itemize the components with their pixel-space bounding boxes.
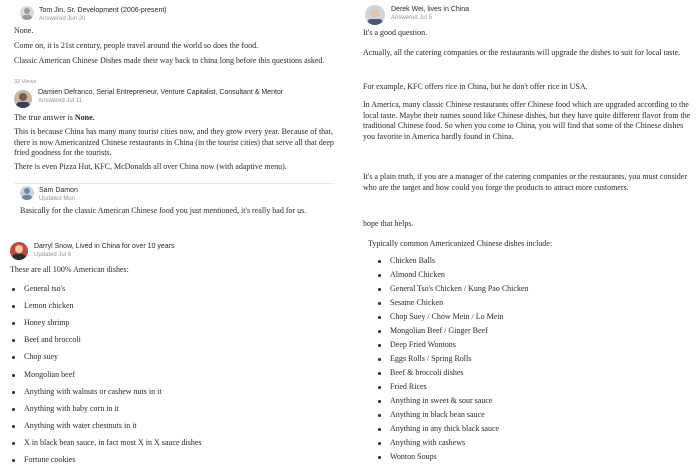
answer-date[interactable]: Updated Jul 6 [34, 252, 72, 258]
bullet [378, 456, 381, 459]
bullet [378, 400, 381, 403]
bullet [378, 344, 381, 347]
comment-date[interactable]: Updated Mon [39, 196, 76, 202]
comment-author[interactable]: Sam Damon [39, 187, 78, 194]
bullet [378, 428, 381, 431]
list-item-text: General Tso's Chicken / Kung Pao Chicken [390, 284, 529, 293]
list-item [378, 382, 698, 396]
author-name[interactable]: Damien Defranco, Serial Entrepreneur, Venture Capitalist, Consultant & Mentor [38, 89, 284, 96]
list-item [12, 455, 332, 470]
list-item [378, 368, 698, 382]
bullet [12, 339, 15, 342]
user-icon [20, 186, 34, 200]
list-item [378, 396, 698, 410]
answer-date[interactable]: Answered Jul 5 [391, 15, 433, 21]
list-item [378, 438, 698, 452]
list-item [378, 452, 698, 466]
answer-paragraph: This is because China has many many tourist cities now, and they grow every year. Because of that, there is now Americanized Chinese restaurants in China (in the tourist cities) that serve all that deep fried goodness for the tourists. [14, 127, 334, 157]
list-item [378, 326, 698, 340]
answer-paragraph: Actually, all the catering companies or the restaurants will upgrade the dishes to suit for local taste. [363, 48, 681, 57]
avatar[interactable] [365, 5, 385, 25]
list-item-text: Anything with water chestnuts in it [24, 420, 137, 430]
answer-paragraph: It's a plain truth, if you are a manager of the catering companies or the restaurants, you must consider who are the target and how could you forge the products to attract more customers. [363, 172, 687, 192]
list-item-text: Fried Rices [390, 382, 427, 391]
list-item-text: Anything in sweet & sour sauce [390, 396, 493, 405]
list-item-text: Sesame Chicken [390, 298, 444, 307]
list-item-text: Anything with cashews [390, 438, 466, 447]
list-item [378, 256, 698, 270]
bullet [12, 425, 15, 428]
comment-text: Basically for the classic American Chinese food you just mentioned, it's really bad for us. [20, 206, 307, 215]
list-item [12, 352, 332, 369]
list-intro: These are all 100% American dishes: [10, 265, 129, 274]
author-name[interactable]: Tom Jin, Sr. Development (2006-present) [39, 7, 167, 14]
list-item [12, 438, 332, 455]
list-item-text: Deep Fried Wontons [390, 340, 456, 349]
avatar[interactable] [10, 242, 28, 260]
user-icon [14, 90, 32, 108]
bullet [378, 414, 381, 417]
list-item-text: Almond Chicken [390, 270, 445, 279]
list-item-text: Beef and broccoli [24, 335, 81, 345]
bullet [378, 330, 381, 333]
avatar[interactable] [20, 186, 34, 200]
lead-text: The true answer is [14, 113, 75, 122]
list-item-text: Chicken Balls [390, 256, 436, 265]
user-icon [20, 6, 34, 20]
list-item [378, 298, 698, 312]
bullet [378, 316, 381, 319]
list-item [12, 301, 332, 318]
bullet [12, 442, 15, 445]
list-item-text: Mongolian beef [24, 369, 75, 379]
list-item [12, 421, 332, 438]
list-item [12, 318, 332, 335]
user-icon [365, 5, 385, 25]
bullet [12, 408, 15, 411]
list-item-text: Anything with walnuts or cashew nuts in it [24, 386, 162, 396]
list-item-text: General tso's [24, 284, 66, 293]
list-item [12, 335, 332, 352]
bullet [12, 459, 15, 462]
bullet [378, 302, 381, 305]
list-item [378, 312, 698, 326]
bullet [378, 358, 381, 361]
list-item-text: Anything in any thick black sauce [390, 424, 500, 433]
list-item [378, 284, 698, 298]
list-intro: Typically common Americanized Chinese dishes include: [368, 239, 553, 248]
bullet [378, 386, 381, 389]
bullet [12, 356, 15, 359]
comment-separator [14, 183, 334, 184]
answer-paragraph: It's a good question. [363, 28, 428, 37]
list-item-text: Lemon chicken [24, 301, 74, 311]
answer-paragraph: Classic American Chinese Dishes made their way back to china long before this questions asked. [14, 56, 325, 65]
list-item-text: Anything in black bean sauce [390, 410, 485, 419]
list-item [12, 404, 332, 421]
author-name[interactable]: Derek Wei, lives in China [391, 6, 470, 13]
list-item [12, 284, 332, 301]
view-count: 32 Views [14, 79, 37, 85]
answer-paragraph: Come on, it is 21st century, people travel around the world so does the food. [14, 41, 259, 50]
answer-lead [14, 113, 334, 124]
list-item-text: Wonton Soups [390, 452, 437, 461]
list-item-text: X in black bean sauce, in fact most X in X sauce dishes [24, 437, 202, 447]
bullet [378, 442, 381, 445]
answer-paragraph: For example, KFC offers rice in China, but he don't offer rice in USA. [363, 82, 588, 91]
list-item [378, 340, 698, 354]
answer-paragraph: There is even Pizza Hut, KFC, McDonalds all over China now (with adaptive menu). [14, 162, 287, 171]
list-item [12, 370, 332, 387]
list-item [378, 424, 698, 438]
answer-paragraph: None. [14, 26, 34, 35]
answer-date[interactable]: Answered Jul 11 [38, 98, 82, 104]
bullet [378, 260, 381, 263]
bullet [378, 372, 381, 375]
bullet [378, 288, 381, 291]
avatar[interactable] [14, 90, 32, 108]
avatar[interactable] [20, 6, 34, 20]
list-item [378, 410, 698, 424]
bullet [378, 274, 381, 277]
list-item [378, 270, 698, 284]
list-item-text: Chop Suey / Chow Mein / Lo Mein [390, 312, 504, 321]
bullet [12, 305, 15, 308]
lead-bold-text: None. [74, 113, 95, 122]
list-item-text: Honey shrimp [24, 318, 70, 328]
user-icon [10, 242, 28, 260]
list-item-text: Anything with baby corn in it [24, 403, 119, 413]
answer-paragraph: hope that helps. [363, 219, 414, 228]
list-item [12, 387, 332, 404]
list-item-text: Eggs Rolls / Spring Rolls [390, 354, 472, 363]
list-item [378, 354, 698, 368]
bullet [12, 288, 15, 291]
author-name[interactable]: Darryl Snow, Lived in China for over 10 years [34, 243, 175, 250]
bullet [12, 374, 15, 377]
answer-date[interactable]: Answered Jun 20 [39, 16, 86, 22]
list-item-text: Fortune cookies [24, 455, 76, 464]
bullet [12, 391, 15, 394]
bullet [12, 322, 15, 325]
list-item-text: Chop suey [24, 352, 58, 362]
list-item-text: Mongolian Beef / Ginger Beef [390, 326, 488, 335]
answer-paragraph: In America, many classic Chinese restaurants offer Chinese food which are upgraded according to the local taste. Maybe their names sound like Chinese dishes, but they have quite different flavor from the traditional Chinese food. So when you come to China, you will find that some of the Chinese dishes you favorite in America hardly found in China. [363, 100, 691, 141]
list-item-text: Beef & broccoli dishes [390, 368, 464, 377]
